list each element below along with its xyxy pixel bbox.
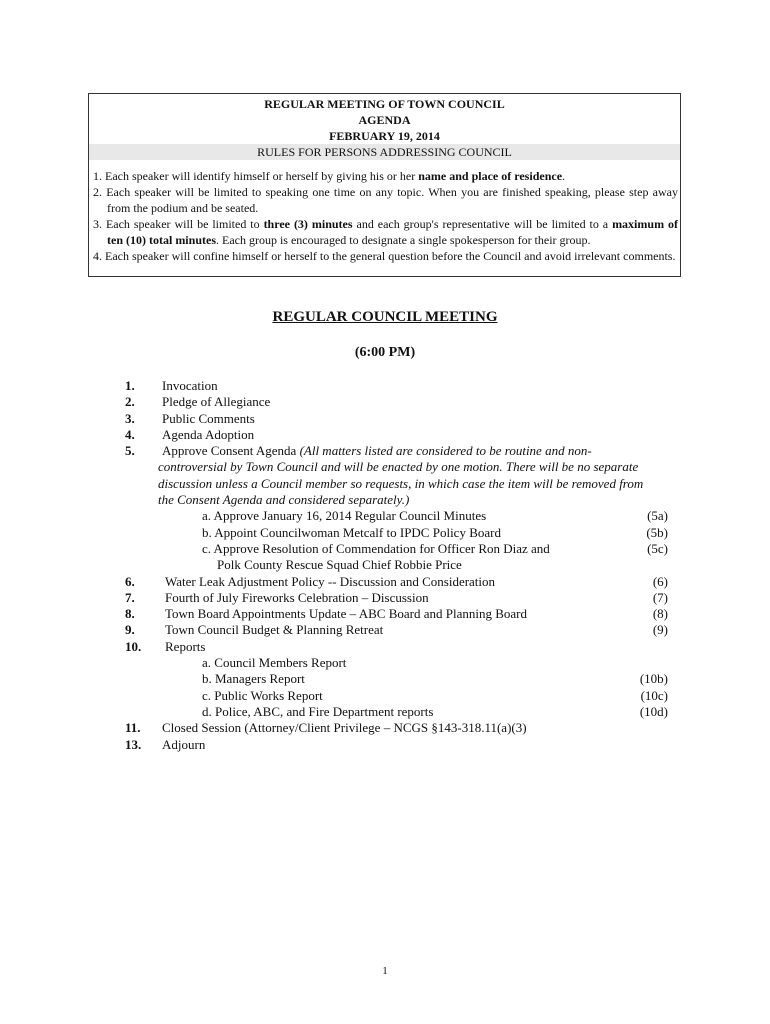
rule-3: 3. Each speaker will be limited to three (3) minutes and each group's representative will be limited to a maximum of ten (10) total minutes. Each group is encouraged to designate a single spokesperson for their group. <box>93 217 679 247</box>
agenda-heading: AGENDA <box>358 113 411 127</box>
agenda-item-8: 8. Town Board Appointments Update – ABC Board and Planning Board (8) <box>125 606 668 622</box>
page-title: REGULAR COUNCIL MEETING <box>272 309 498 325</box>
meeting-heading: REGULAR MEETING OF TOWN COUNCIL <box>264 97 505 111</box>
date-heading: FEBRUARY 19, 2014 <box>329 129 440 143</box>
agenda-item-10b: b. Managers Report (10b) <box>202 671 668 687</box>
rule-4: 4. Each speaker will confine himself or herself to the general question before the Council and avoid irrelevant comments. <box>93 249 676 263</box>
agenda-item-5c-cont: Polk County Rescue Squad Chief Robbie Price <box>217 557 462 573</box>
meeting-time: (6:00 PM) <box>354 345 416 360</box>
agenda-item-13: 13. Adjourn <box>125 736 206 752</box>
rules-heading: RULES FOR PERSONS ADDRESSING COUNCIL <box>89 144 680 160</box>
agenda-item-5b: b. Appoint Councilwoman Metcalf to IPDC Policy Board (5b) <box>202 524 668 540</box>
agenda-item-4: 4. Agenda Adoption <box>125 426 255 442</box>
agenda-item-10: 10. Reports <box>125 638 206 654</box>
agenda-item-10c: c. Public Works Report (10c) <box>202 687 668 703</box>
agenda-item-3: 3. Public Comments <box>125 410 255 426</box>
agenda-item-9: 9. Town Council Budget & Planning Retreat (9) <box>125 622 668 638</box>
agenda-item-2: 2. Pledge of Allegiance <box>125 394 271 410</box>
agenda-item-11: 11. Closed Session (Attorney/Client Privilege – NCGS §143-318.11(a)(3) <box>125 720 527 736</box>
agenda-item-1: 1. Invocation <box>125 378 218 393</box>
page-number: 1 <box>382 965 388 977</box>
agenda-list <box>120 378 680 753</box>
rules-box <box>88 93 681 277</box>
agenda-item-6: 6. Water Leak Adjustment Policy -- Discussion and Consideration (6) <box>125 573 668 589</box>
agenda-item-5a: a. Approve January 16, 2014 Regular Council Minutes (5a) <box>202 508 668 524</box>
agenda-item-10a: a. Council Members Report <box>202 655 347 671</box>
consent-note: controversial by Town Council and will be enacted by one motion. There will be no separate discussion unless a Council member so requests, in which case the item will be removed from the Consent Agenda and considered separately.) <box>158 459 644 508</box>
rule-2: 2. Each speaker will be limited to speaking one time on any topic. When you are finished speaking, please step away from the podium and be seated. <box>93 185 678 215</box>
agenda-item-5: 5. Approve Consent Agenda (All matters listed are considered to be routine and non- <box>125 443 592 459</box>
agenda-item-5c: c. Approve Resolution of Commendation for Officer Ron Diaz and (5c) <box>202 540 668 556</box>
agenda-item-10d: d. Police, ABC, and Fire Department reports (10d) <box>202 703 668 719</box>
rule-1: 1. Each speaker will identify himself or herself by giving his or her name and place of residence. <box>93 169 566 183</box>
agenda-item-7: 7. Fourth of July Fireworks Celebration – Discussion (7) <box>125 589 668 605</box>
